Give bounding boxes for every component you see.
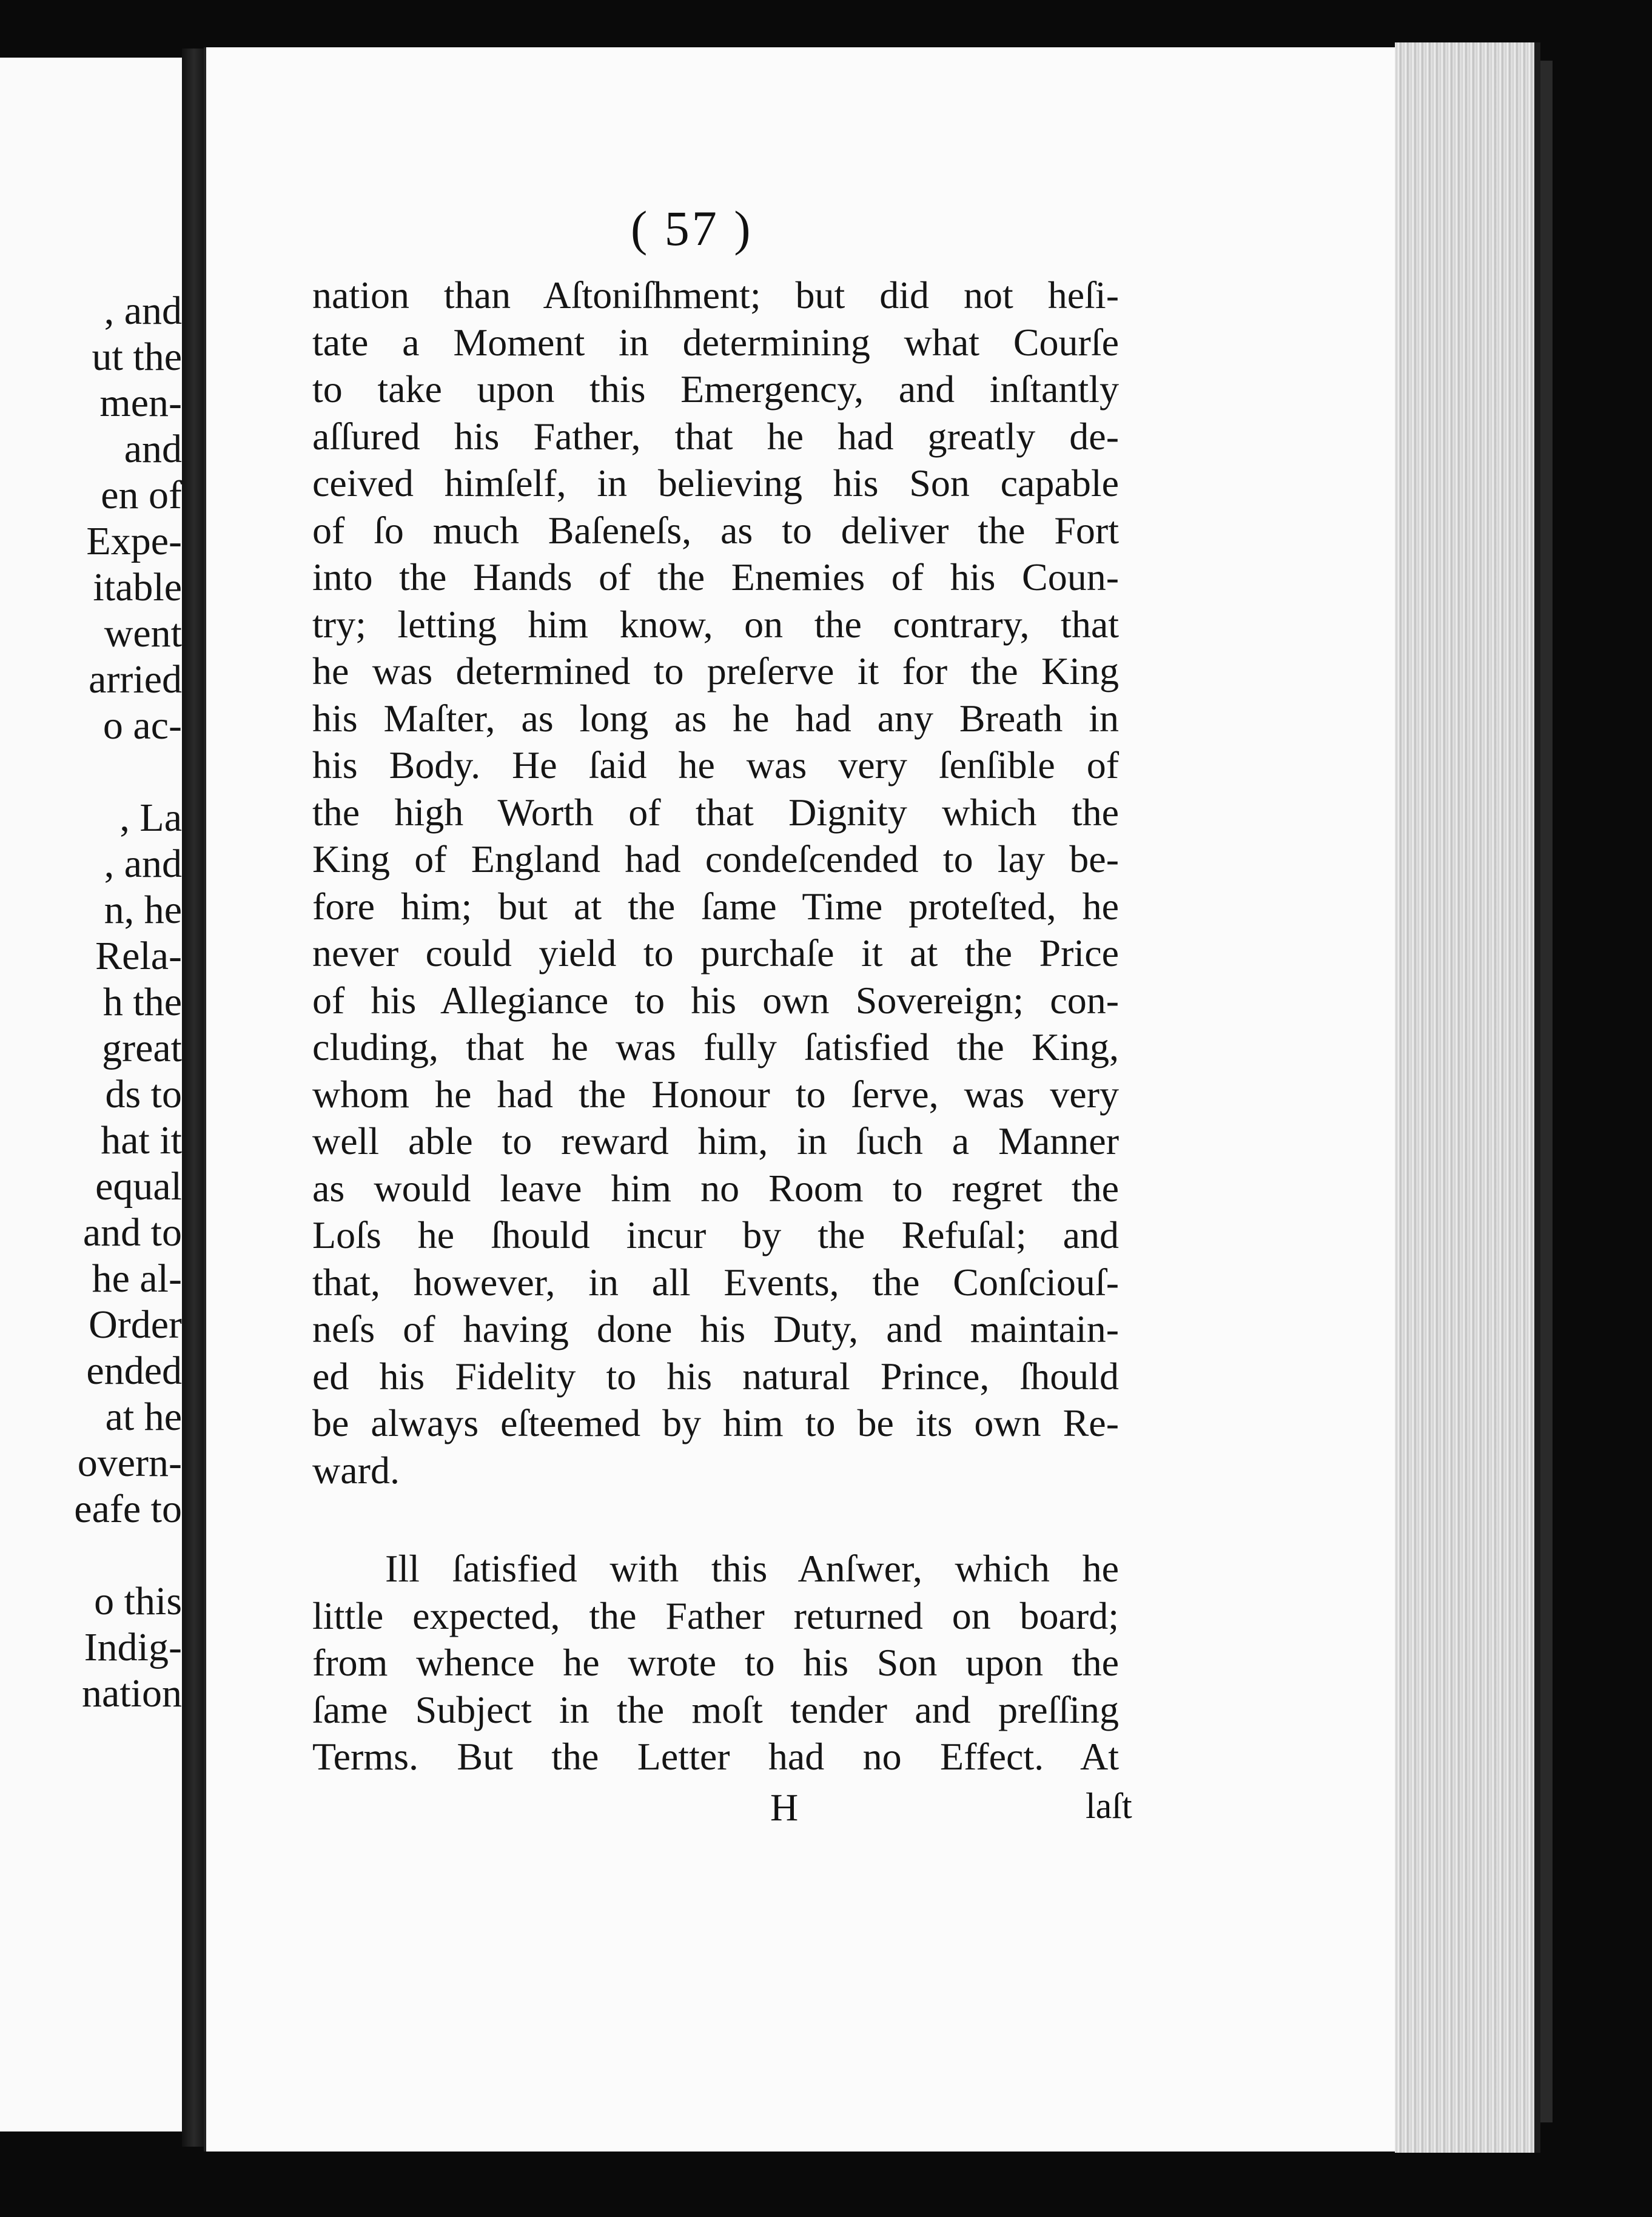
page-number-header: ( 57 ) bbox=[631, 201, 753, 256]
previous-page-line: , and bbox=[104, 842, 182, 886]
previous-page-line: men- bbox=[99, 381, 182, 425]
text-line: of ſo much Baſeneſs, as to deliver the Fort bbox=[312, 509, 1119, 552]
text-line: Terms. But the Letter had no Effect. At bbox=[312, 1735, 1119, 1778]
previous-page-line: , and bbox=[104, 289, 182, 333]
text-line: he was determined to preſerve it for the King bbox=[312, 649, 1119, 693]
text-line: whom he had the Honour to ſerve, was very bbox=[312, 1073, 1119, 1116]
text-line: never could yield to purchaſe it at the Price bbox=[312, 931, 1119, 974]
text-line: neſs of having done his Duty, and maintain- bbox=[312, 1307, 1119, 1350]
previous-page-line: overn- bbox=[77, 1441, 182, 1485]
text-line: be always eſteemed by him to be its own Re- bbox=[312, 1401, 1119, 1444]
previous-page-line: ended bbox=[86, 1349, 182, 1393]
text-line: tate a Moment in determining what Courſe bbox=[312, 321, 1119, 364]
text-line: little expected, the Father returned on board; bbox=[312, 1594, 1119, 1637]
previous-page-line: at he bbox=[105, 1395, 182, 1439]
text-line: fore him; but at the ſame Time proteſted, he bbox=[312, 885, 1119, 928]
text-line: ed his Fidelity to his natural Prince, ſhould bbox=[312, 1355, 1119, 1398]
previous-page-line: h the bbox=[102, 980, 182, 1024]
previous-page-line: en of bbox=[101, 473, 182, 517]
text-line: cluding, that he was fully ſatisfied the King, bbox=[312, 1025, 1119, 1068]
signature-mark: H bbox=[770, 1786, 799, 1829]
text-line: try; letting him know, on the contrary, that bbox=[312, 603, 1119, 646]
text-line: nation than Aſtoniſhment; but did not heſi- bbox=[312, 273, 1119, 317]
previous-page-line: o ac- bbox=[102, 703, 182, 748]
text-line: his Maſter, as long as he had any Breath in bbox=[312, 697, 1119, 740]
text-line: ceived himſelf, in believing his Son capable bbox=[312, 461, 1119, 505]
text-line: of his Allegiance to his own Sovereign; con- bbox=[312, 979, 1119, 1022]
previous-page-line: eafe to bbox=[74, 1487, 182, 1531]
text-line: as would leave him no Room to regret the bbox=[312, 1167, 1119, 1210]
previous-page-line: great bbox=[102, 1026, 182, 1070]
text-line: the high Worth of that Dignity which the bbox=[312, 791, 1119, 834]
previous-page-line: arried bbox=[89, 657, 182, 702]
previous-page-line: nation bbox=[82, 1671, 182, 1716]
previous-page-line: and to bbox=[82, 1210, 182, 1255]
text-line: aſſured his Father, that he had greatly de- bbox=[312, 415, 1119, 458]
text-line: Loſs he ſhould incur by the Refuſal; and bbox=[312, 1213, 1119, 1256]
text-line: from whence he wrote to his Son upon the bbox=[312, 1641, 1119, 1684]
previous-page-line: Rela- bbox=[95, 934, 182, 978]
page-edges bbox=[1395, 42, 1540, 2153]
previous-page-line: , La bbox=[119, 796, 182, 840]
previous-page-line: ds to bbox=[105, 1072, 182, 1116]
text-line: King of England had condeſcended to lay be- bbox=[312, 837, 1119, 880]
previous-page-line: and bbox=[124, 427, 182, 471]
previous-page-line: equal bbox=[95, 1164, 182, 1209]
previous-page-line: n, he bbox=[104, 888, 182, 932]
previous-page-line: hat it bbox=[101, 1118, 182, 1162]
text-line: to take upon this Emergency, and inſtantly bbox=[312, 367, 1119, 411]
text-line: into the Hands of the Enemies of his Coun- bbox=[312, 555, 1119, 599]
previous-page-line: Indig- bbox=[84, 1625, 182, 1669]
text-line: Ill ſatisfied with this Anſwer, which he bbox=[385, 1547, 1119, 1590]
previous-page bbox=[0, 58, 186, 2131]
previous-page-line: ut the bbox=[92, 335, 182, 379]
text-line: ſame Subject in the moſt tender and preſſing bbox=[312, 1688, 1119, 1731]
text-line: his Body. He ſaid he was very ſenſible of bbox=[312, 743, 1119, 787]
previous-page-line: Expe- bbox=[86, 519, 182, 563]
text-line: well able to reward him, in ſuch a Manner bbox=[312, 1119, 1119, 1162]
previous-page-line: went bbox=[104, 611, 182, 656]
catchword: laſt bbox=[1086, 1786, 1132, 1826]
previous-page-line: Order bbox=[89, 1303, 182, 1347]
previous-page-line: itable bbox=[93, 565, 182, 609]
previous-page-line: he al- bbox=[92, 1256, 182, 1301]
book-gutter bbox=[182, 49, 206, 2147]
text-line: ward. bbox=[312, 1449, 400, 1492]
text-line: that, however, in all Events, the Conſciouſ- bbox=[312, 1261, 1119, 1304]
previous-page-line: o this bbox=[94, 1579, 182, 1623]
